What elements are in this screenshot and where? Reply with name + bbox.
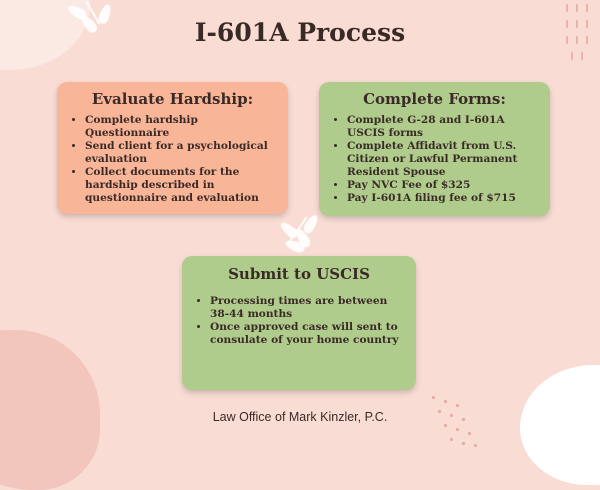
list-item: • Complete Affidavit from U.S. Citizen or Lawful Permanent Resident Spouse	[347, 140, 544, 179]
decorative-blob-bottom-right	[520, 365, 600, 485]
list-item: • Processing times are between 38-44 months	[210, 295, 410, 321]
page-title: I-601A Process	[194, 18, 406, 47]
card-heading: Submit to USCIS	[228, 265, 370, 283]
card-heading: Evaluate Hardship:	[91, 90, 254, 108]
card-heading: Complete Forms:	[363, 90, 506, 108]
list-item: • Pay I-601A filing fee of $715	[347, 192, 544, 205]
list-item: • Collect documents for the hardship described in questionnaire and evaluation	[85, 166, 282, 205]
card-list	[63, 114, 282, 205]
card-list	[188, 295, 410, 347]
evaluate-hardship-card	[57, 82, 288, 214]
submit-to-uscis-card	[182, 256, 416, 390]
footer-law-office: Law Office of Mark Kinzler, P.C.	[212, 410, 388, 424]
list-item: • Complete G-28 and I-601A USCIS forms	[347, 114, 544, 140]
list-item: • Complete hardship Questionnaire	[85, 114, 282, 140]
card-list	[325, 114, 544, 205]
complete-forms-card	[319, 82, 550, 216]
list-item: • Pay NVC Fee of $325	[347, 179, 544, 192]
list-item: • Send client for a psychological evaluation	[85, 140, 282, 166]
list-item: • Once approved case will sent to consulate of your home country	[210, 321, 410, 347]
